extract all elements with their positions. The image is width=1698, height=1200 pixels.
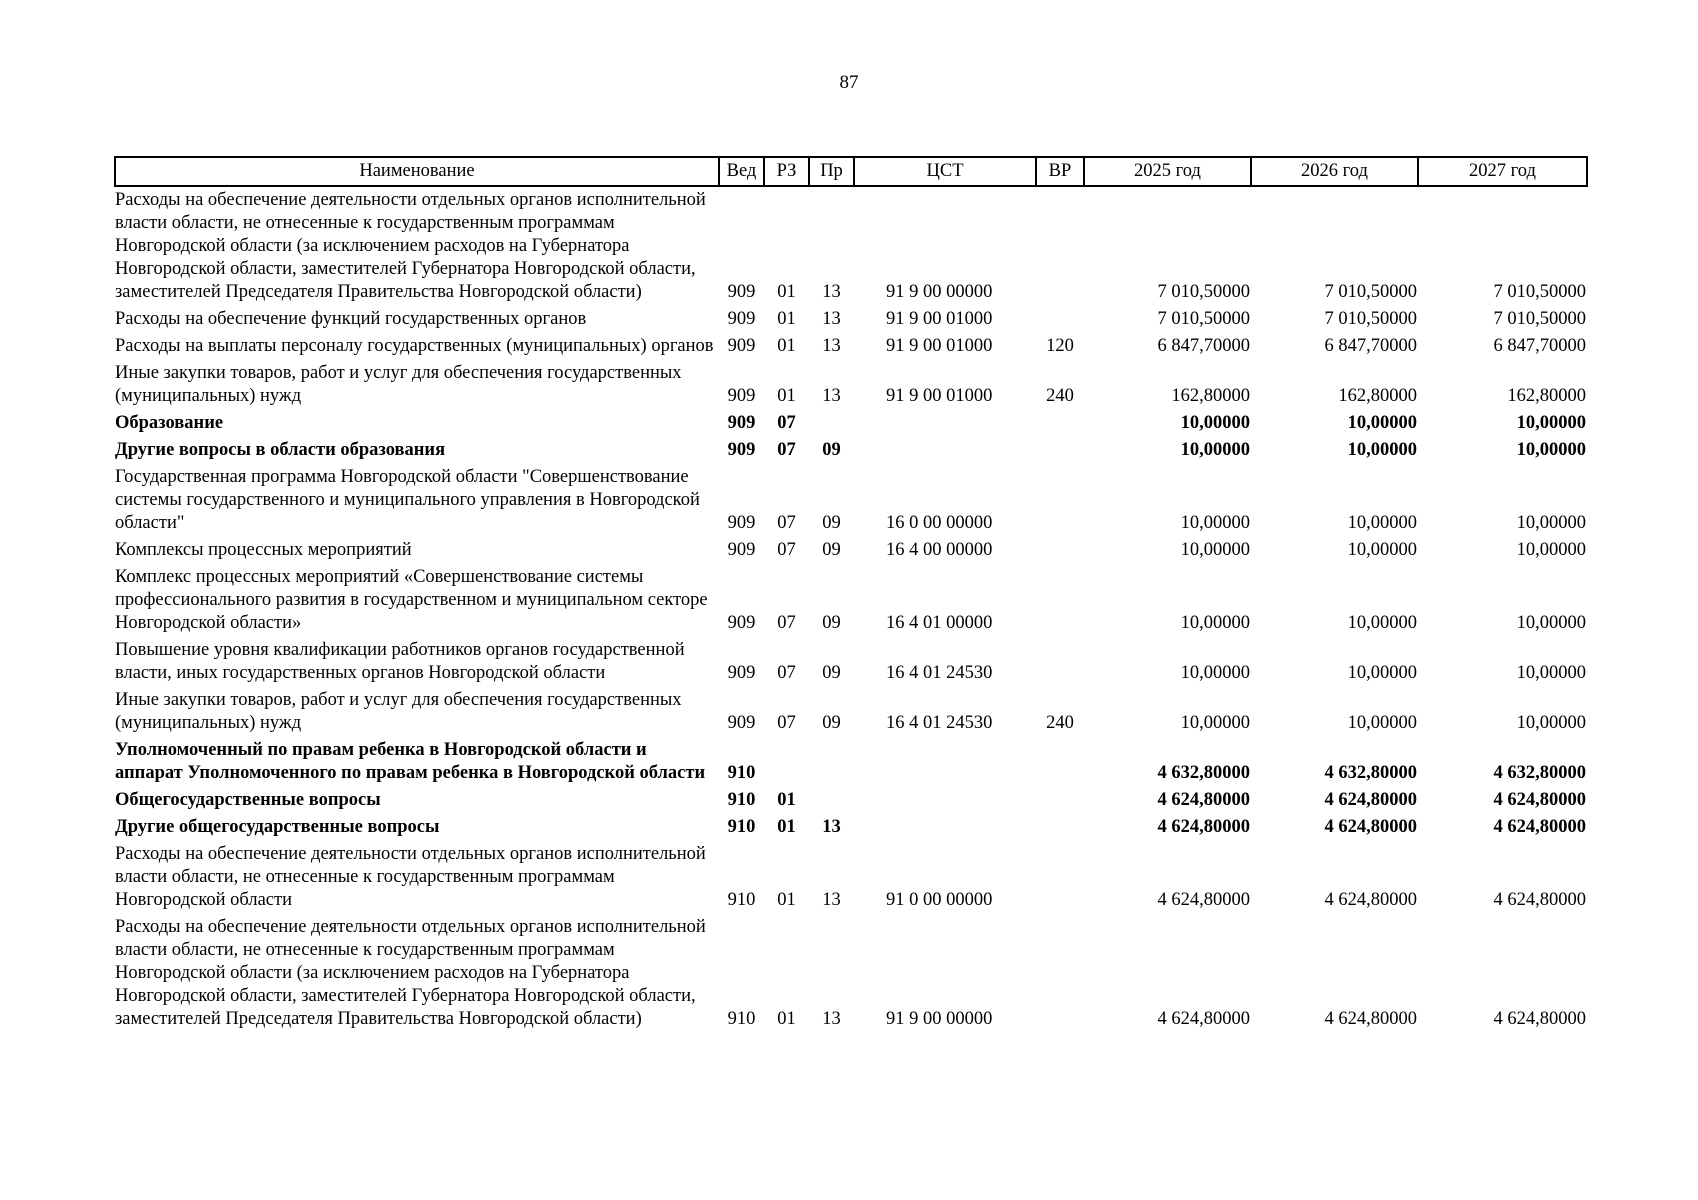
row-name: Комплексы процессных мероприятий <box>115 540 412 560</box>
table-row <box>115 816 1587 843</box>
row-rz: 07 <box>777 440 796 460</box>
row-2025: 10,00000 <box>1180 513 1250 533</box>
table-row <box>115 639 1587 689</box>
table-row <box>115 539 1587 566</box>
col-header-2027: 2027 год <box>1418 157 1587 186</box>
row-2026: 10,00000 <box>1347 413 1417 433</box>
row-vr <box>1036 186 1084 308</box>
row-cst <box>854 439 1036 466</box>
col-header-pr: Пр <box>809 157 854 186</box>
row-2025: 10,00000 <box>1180 540 1250 560</box>
row-pr: 13 <box>822 386 841 406</box>
row-ved: 909 <box>727 336 756 356</box>
table-row <box>115 789 1587 816</box>
table-row <box>115 362 1587 412</box>
row-vr <box>1036 639 1084 689</box>
row-name: Общегосударственные вопросы <box>115 790 381 810</box>
row-2026: 162,80000 <box>1338 386 1417 406</box>
col-header-vr: ВР <box>1036 157 1084 186</box>
row-cst: 91 9 00 01000 <box>886 336 993 356</box>
row-pr: 09 <box>822 613 841 633</box>
row-2025: 6 847,70000 <box>1157 336 1250 356</box>
row-ved: 909 <box>727 513 756 533</box>
row-rz: 07 <box>777 713 796 733</box>
row-pr: 13 <box>822 1009 841 1029</box>
row-2025: 10,00000 <box>1180 663 1250 683</box>
table-row <box>115 566 1587 639</box>
row-2027: 10,00000 <box>1516 513 1586 533</box>
row-cst <box>854 739 1036 789</box>
row-name: Уполномоченный по правам ребенка в Новгородской области и аппарат Уполномоченного по правам ребенка в Новгородской области <box>115 740 706 783</box>
row-name: Расходы на обеспечение функций государственных органов <box>115 309 587 329</box>
row-ved: 910 <box>727 763 756 783</box>
col-header-name: Наименование <box>115 157 719 186</box>
col-header-2026: 2026 год <box>1251 157 1418 186</box>
row-rz <box>764 739 809 789</box>
row-rz: 01 <box>777 790 796 810</box>
row-pr: 13 <box>822 817 841 837</box>
row-vr <box>1036 789 1084 816</box>
row-pr: 09 <box>822 440 841 460</box>
row-2027: 10,00000 <box>1516 663 1586 683</box>
row-vr <box>1036 308 1084 335</box>
table-row <box>115 186 1587 308</box>
row-cst: 91 9 00 00000 <box>886 1009 993 1029</box>
row-2027: 4 632,80000 <box>1493 763 1586 783</box>
row-2027: 10,00000 <box>1516 413 1586 433</box>
row-cst: 16 4 01 24530 <box>886 713 993 733</box>
row-ved: 909 <box>727 540 756 560</box>
table-row <box>115 412 1587 439</box>
row-2027: 10,00000 <box>1516 540 1586 560</box>
row-pr: 13 <box>822 282 841 302</box>
row-rz: 01 <box>777 282 796 302</box>
row-vr <box>1036 412 1084 439</box>
row-2025: 10,00000 <box>1180 440 1250 460</box>
row-cst <box>854 412 1036 439</box>
row-name: Иные закупки товаров, работ и услуг для обеспечения государственных (муниципальных) нужд <box>115 363 682 406</box>
row-pr: 13 <box>822 309 841 329</box>
row-2027: 10,00000 <box>1516 613 1586 633</box>
row-vr <box>1036 816 1084 843</box>
row-2025: 7 010,50000 <box>1157 282 1250 302</box>
row-ved: 909 <box>727 386 756 406</box>
row-name: Иные закупки товаров, работ и услуг для обеспечения государственных (муниципальных) нужд <box>115 690 682 733</box>
row-2027: 162,80000 <box>1507 386 1586 406</box>
row-cst: 16 0 00 00000 <box>886 513 993 533</box>
table-row <box>115 689 1587 739</box>
col-header-2025: 2025 год <box>1084 157 1251 186</box>
row-name: Другие общегосударственные вопросы <box>115 817 440 837</box>
row-cst: 16 4 01 24530 <box>886 663 993 683</box>
row-2027: 4 624,80000 <box>1493 817 1586 837</box>
table-row <box>115 466 1587 539</box>
row-name: Расходы на выплаты персоналу государственных (муниципальных) органов <box>115 336 714 356</box>
row-ved: 909 <box>727 440 756 460</box>
row-2027: 10,00000 <box>1516 713 1586 733</box>
row-2027: 7 010,50000 <box>1493 282 1586 302</box>
row-2026: 10,00000 <box>1347 540 1417 560</box>
row-rz: 01 <box>777 336 796 356</box>
row-cst: 16 4 00 00000 <box>886 540 993 560</box>
row-2026: 10,00000 <box>1347 713 1417 733</box>
row-cst: 91 0 00 00000 <box>886 890 993 910</box>
row-2027: 10,00000 <box>1516 440 1586 460</box>
row-pr <box>809 412 854 439</box>
row-pr <box>809 789 854 816</box>
row-vr: 240 <box>1046 386 1074 406</box>
table-row <box>115 916 1587 1035</box>
row-2026: 4 624,80000 <box>1324 790 1417 810</box>
table-row <box>115 308 1587 335</box>
col-header-rz: РЗ <box>764 157 809 186</box>
row-name: Образование <box>115 413 224 433</box>
row-rz: 01 <box>777 1009 796 1029</box>
row-name: Другие вопросы в области образования <box>115 440 446 460</box>
row-vr <box>1036 843 1084 916</box>
row-2026: 4 624,80000 <box>1324 817 1417 837</box>
table-row <box>115 739 1587 789</box>
row-vr <box>1036 439 1084 466</box>
row-name: Расходы на обеспечение деятельности отдельных органов исполнительной власти области, не отнесенные к государственным программам Новгородской области (за исключением расходов на Губернатора Новгородской области, заместителей Губернатора Новгородской области, заместителей Председателя Правительства Новгородской области) <box>115 917 706 1029</box>
page-number: 87 <box>839 72 859 93</box>
row-vr <box>1036 916 1084 1035</box>
row-name: Комплекс процессных мероприятий «Совершенствование системы профессионального развития в государственном и муниципальном секторе Новгородской области» <box>115 567 708 633</box>
row-2026: 10,00000 <box>1347 440 1417 460</box>
row-ved: 910 <box>727 790 756 810</box>
row-ved: 909 <box>727 282 756 302</box>
row-name: Государственная программа Новгородской области "Совершенствование системы государственного и муниципального управления в Новгородской области" <box>115 467 700 533</box>
row-2025: 4 624,80000 <box>1157 817 1250 837</box>
row-rz: 07 <box>777 513 796 533</box>
row-vr: 240 <box>1046 713 1074 733</box>
row-ved: 910 <box>727 890 756 910</box>
row-ved: 909 <box>727 713 756 733</box>
row-vr <box>1036 566 1084 639</box>
row-2026: 6 847,70000 <box>1324 336 1417 356</box>
row-name: Расходы на обеспечение деятельности отдельных органов исполнительной власти области, не отнесенные к государственным программам Новгородской области <box>115 844 706 910</box>
row-2025: 4 624,80000 <box>1157 1009 1250 1029</box>
row-2025: 4 632,80000 <box>1157 763 1250 783</box>
col-header-ved: Вед <box>719 157 764 186</box>
row-rz: 01 <box>777 817 796 837</box>
row-rz: 07 <box>777 613 796 633</box>
row-2026: 4 632,80000 <box>1324 763 1417 783</box>
row-2025: 162,80000 <box>1171 386 1250 406</box>
col-header-cst: ЦСТ <box>854 157 1036 186</box>
row-2027: 4 624,80000 <box>1493 790 1586 810</box>
row-2027: 4 624,80000 <box>1493 890 1586 910</box>
row-2026: 4 624,80000 <box>1324 1009 1417 1029</box>
row-2025: 10,00000 <box>1180 613 1250 633</box>
row-cst: 16 4 01 00000 <box>886 613 993 633</box>
row-2027: 4 624,80000 <box>1493 1009 1586 1029</box>
row-rz: 07 <box>777 413 796 433</box>
row-pr: 09 <box>822 513 841 533</box>
row-ved: 910 <box>727 1009 756 1029</box>
row-2027: 7 010,50000 <box>1493 309 1586 329</box>
row-cst <box>854 789 1036 816</box>
row-pr <box>809 739 854 789</box>
budget-table <box>114 156 1588 1035</box>
row-rz: 07 <box>777 663 796 683</box>
table-header-row <box>115 157 1587 186</box>
row-2026: 10,00000 <box>1347 663 1417 683</box>
row-cst: 91 9 00 01000 <box>886 386 993 406</box>
row-2025: 10,00000 <box>1180 413 1250 433</box>
row-2027: 6 847,70000 <box>1493 336 1586 356</box>
row-ved: 909 <box>727 413 756 433</box>
row-2026: 10,00000 <box>1347 613 1417 633</box>
row-2026: 4 624,80000 <box>1324 890 1417 910</box>
row-name: Расходы на обеспечение деятельности отдельных органов исполнительной власти области, не отнесенные к государственным программам Новгородской области (за исключением расходов на Губернатора Новгородской области, заместителей Губернатора Новгородской области, заместителей Председателя Правительства Новгородской области) <box>115 190 706 302</box>
row-ved: 909 <box>727 613 756 633</box>
row-2025: 4 624,80000 <box>1157 890 1250 910</box>
row-pr: 09 <box>822 663 841 683</box>
row-2025: 7 010,50000 <box>1157 309 1250 329</box>
row-pr: 09 <box>822 713 841 733</box>
row-ved: 909 <box>727 663 756 683</box>
row-pr: 13 <box>822 890 841 910</box>
row-rz: 01 <box>777 386 796 406</box>
row-vr: 120 <box>1046 336 1074 356</box>
row-name: Повышение уровня квалификации работников органов государственной власти, иных государственных органов Новгородской области <box>115 640 685 683</box>
row-pr: 13 <box>822 336 841 356</box>
row-rz: 07 <box>777 540 796 560</box>
row-cst: 91 9 00 01000 <box>886 309 993 329</box>
row-pr: 09 <box>822 540 841 560</box>
table-row <box>115 335 1587 362</box>
row-cst <box>854 816 1036 843</box>
row-ved: 909 <box>727 309 756 329</box>
row-vr <box>1036 739 1084 789</box>
row-cst: 91 9 00 00000 <box>886 282 993 302</box>
row-2026: 10,00000 <box>1347 513 1417 533</box>
row-2025: 10,00000 <box>1180 713 1250 733</box>
row-2026: 7 010,50000 <box>1324 309 1417 329</box>
row-ved: 910 <box>727 817 756 837</box>
table-row <box>115 439 1587 466</box>
row-rz: 01 <box>777 890 796 910</box>
row-2026: 7 010,50000 <box>1324 282 1417 302</box>
row-vr <box>1036 466 1084 539</box>
row-rz: 01 <box>777 309 796 329</box>
row-2025: 4 624,80000 <box>1157 790 1250 810</box>
table-row <box>115 843 1587 916</box>
row-vr <box>1036 539 1084 566</box>
